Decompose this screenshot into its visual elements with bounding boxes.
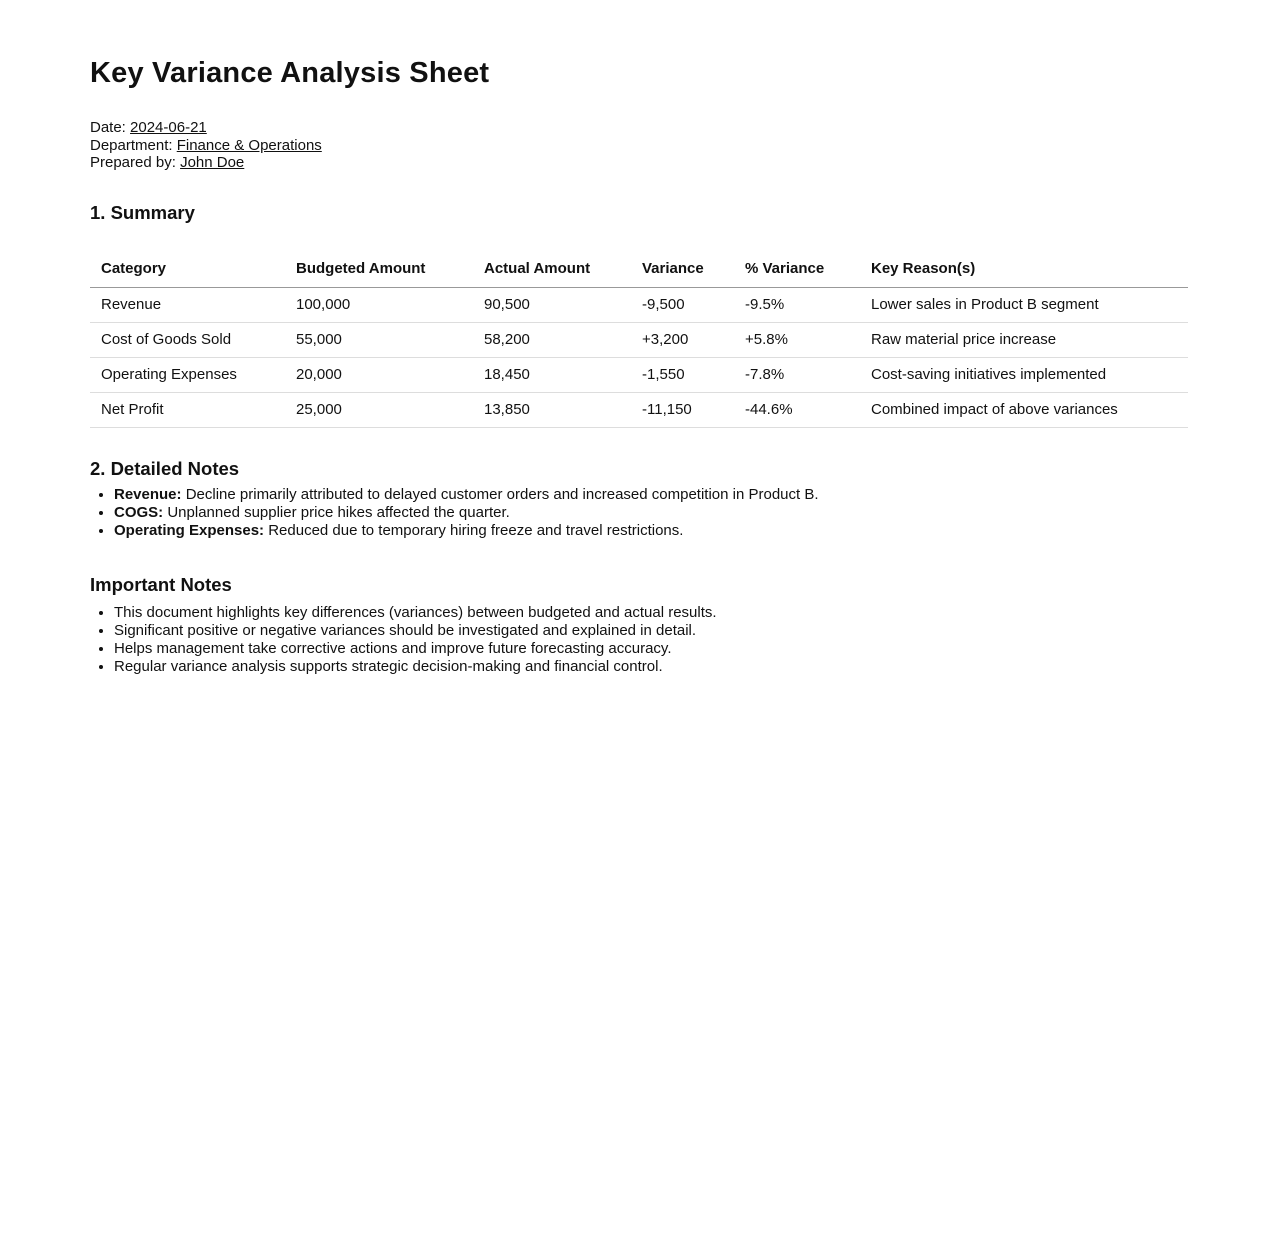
table-cell: 20,000	[285, 358, 473, 393]
list-item: • Helps management take corrective actions and improve future forecasting accuracy.	[114, 640, 1188, 658]
table-cell: -7.8%	[734, 358, 860, 393]
table-cell: 58,200	[473, 323, 631, 358]
note-label: COGS:	[114, 504, 164, 521]
table-cell: 100,000	[285, 288, 473, 323]
table-cell: 25,000	[285, 393, 473, 428]
table-cell: 55,000	[285, 323, 473, 358]
table-cell: Cost-saving initiatives implemented	[860, 358, 1188, 393]
meta-line-date	[90, 119, 322, 137]
table-cell: Combined impact of above variances	[860, 393, 1188, 428]
meta-label-prepared-by: Prepared by:	[90, 154, 176, 172]
summary-table-container	[90, 254, 1188, 428]
table-cell: Revenue	[90, 288, 285, 323]
table-row	[90, 288, 1188, 323]
note-text: Reduced due to temporary hiring freeze and travel restrictions.	[268, 522, 684, 539]
important-notes-list	[90, 604, 1188, 676]
list-item	[114, 522, 1188, 540]
table-cell: +5.8%	[734, 323, 860, 358]
meta-value-date: 2024-06-21	[130, 119, 207, 136]
meta-line-department	[90, 137, 322, 155]
meta-line-prepared-by	[90, 154, 322, 172]
meta-value-department: Finance & Operations	[176, 136, 322, 154]
column-header: % Variance	[734, 254, 860, 288]
table-cell: Lower sales in Product B segment	[860, 288, 1188, 323]
table-cell: -9,500	[631, 288, 734, 323]
list-item	[114, 486, 1188, 504]
detailed-notes-list	[90, 486, 1188, 540]
table-cell: 18,450	[473, 358, 631, 393]
meta-block	[90, 119, 322, 172]
table-row	[90, 393, 1188, 428]
table-cell: Raw material price increase	[860, 323, 1188, 358]
table-cell: Cost of Goods Sold	[90, 323, 285, 358]
table-cell: -9.5%	[734, 288, 860, 323]
table-row	[90, 358, 1188, 393]
column-header: Actual Amount	[473, 254, 631, 288]
note-text: Decline primarily attributed to delayed customer orders and increased competition in Product B.	[185, 486, 819, 503]
list-item: • Significant positive or negative variances should be investigated and explained in detail.	[114, 622, 1188, 640]
summary-table-header-row	[90, 254, 1188, 288]
table-cell: -1,550	[631, 358, 734, 393]
page-title: Key Variance Analysis Sheet	[90, 57, 490, 89]
column-header: Category	[90, 254, 285, 288]
meta-label-department: Department:	[90, 136, 173, 154]
list-item: • Regular variance analysis supports strategic decision-making and financial control.	[114, 658, 1188, 676]
meta-label-date: Date:	[90, 119, 126, 136]
meta-value-prepared-by: John Doe	[180, 154, 245, 172]
summary-table-body	[90, 288, 1188, 428]
note-label: Operating Expenses:	[114, 522, 265, 539]
list-item: • This document highlights key differences (variances) between budgeted and actual results.	[114, 604, 1188, 622]
table-cell: -11,150	[631, 393, 734, 428]
column-header: Budgeted Amount	[285, 254, 473, 288]
table-cell: +3,200	[631, 323, 734, 358]
column-header: Variance	[631, 254, 734, 288]
important-notes-heading: Important Notes	[90, 574, 232, 595]
table-cell: Net Profit	[90, 393, 285, 428]
list-item	[114, 504, 1188, 522]
column-header: Key Reason(s)	[860, 254, 1188, 288]
table-row	[90, 323, 1188, 358]
note-text: Unplanned supplier price hikes affected the quarter.	[167, 504, 510, 521]
table-cell: 90,500	[473, 288, 631, 323]
summary-heading: 1. Summary	[90, 202, 195, 223]
table-cell: -44.6%	[734, 393, 860, 428]
detailed-notes-heading: 2. Detailed Notes	[90, 458, 240, 479]
note-label: Revenue:	[114, 486, 182, 503]
table-cell: 13,850	[473, 393, 631, 428]
summary-table	[90, 254, 1188, 428]
table-cell: Operating Expenses	[90, 358, 285, 393]
